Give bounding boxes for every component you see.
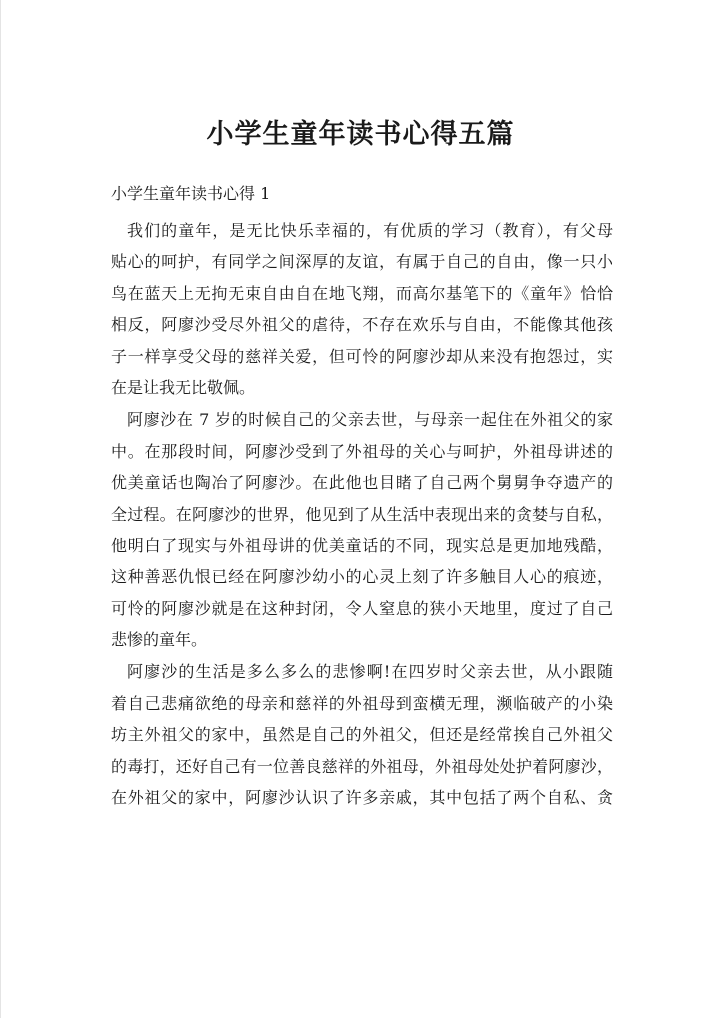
document-title: 小学生童年读书心得五篇	[206, 119, 515, 150]
paragraph-2	[111, 404, 613, 655]
section-heading: 小学生童年读书心得 1	[111, 184, 271, 203]
text-line: 阿廖沙在 7 岁的时候自己的父亲去世，与母亲一起住在外祖父的家	[127, 410, 613, 430]
text-line: 这种善恶仇恨已经在阿廖沙幼小的心灵上刻了许多触目人心的痕迹，	[111, 567, 613, 587]
text-line: 可怜的阿廖沙就是在这种封闭，令人窒息的狭小天地里，度过了自己	[111, 598, 613, 618]
text-line: 全过程。在阿廖沙的世界，他见到了从生活中表现出来的贪婪与自私，	[111, 504, 613, 524]
text-line: 着自己悲痛欲绝的母亲和慈祥的外祖母到蛮横无理，濒临破产的小染	[111, 693, 613, 713]
text-line: 优美童话也陶冶了阿廖沙。在此他也目睹了自己两个舅舅争夺遗产的	[111, 473, 613, 493]
text-line: 在外祖父的家中，阿廖沙认识了许多亲戚，其中包括了两个自私、贪	[111, 788, 613, 808]
text-line: 相反，阿廖沙受尽外祖父的虐待，不存在欢乐与自由，不能像其他孩	[111, 315, 613, 335]
text-line: 鸟在蓝天上无拘无束自由自在地飞翔，而高尔基笔下的《童年》恰恰	[111, 283, 613, 303]
paragraph-1	[111, 215, 613, 403]
text-line: 坊主外祖父的家中，虽然是自己的外祖父，但还是经常挨自己外祖父	[111, 725, 613, 745]
text-line: 的毒打，还好自己有一位善良慈祥的外祖母，外祖母处处护着阿廖沙，	[111, 756, 613, 776]
text-line: 贴心的呵护，有同学之间深厚的友谊，有属于自己的自由，像一只小	[111, 252, 613, 272]
text-line: 我们的童年，是无比快乐幸福的，有优质的学习（教育），有父母	[127, 221, 613, 240]
text-line: 在是让我无比敬佩。	[111, 377, 256, 397]
body-text	[111, 215, 613, 814]
text-line: 阿廖沙的生活是多么多么的悲惨啊!在四岁时父亲去世，从小跟随	[127, 662, 613, 682]
paragraph-3	[111, 656, 613, 813]
text-line: 悲惨的童年。	[111, 630, 208, 650]
text-line: 中。在那段时间，阿廖沙受到了外祖母的关心与呵护，外祖母讲述的	[111, 441, 613, 461]
text-line: 他明白了现实与外祖母讲的优美童话的不同，现实总是更加地残酷，	[111, 535, 613, 555]
text-line: 子一样享受父母的慈祥关爱，但可怜的阿廖沙却从来没有抱怨过，实	[111, 346, 613, 366]
